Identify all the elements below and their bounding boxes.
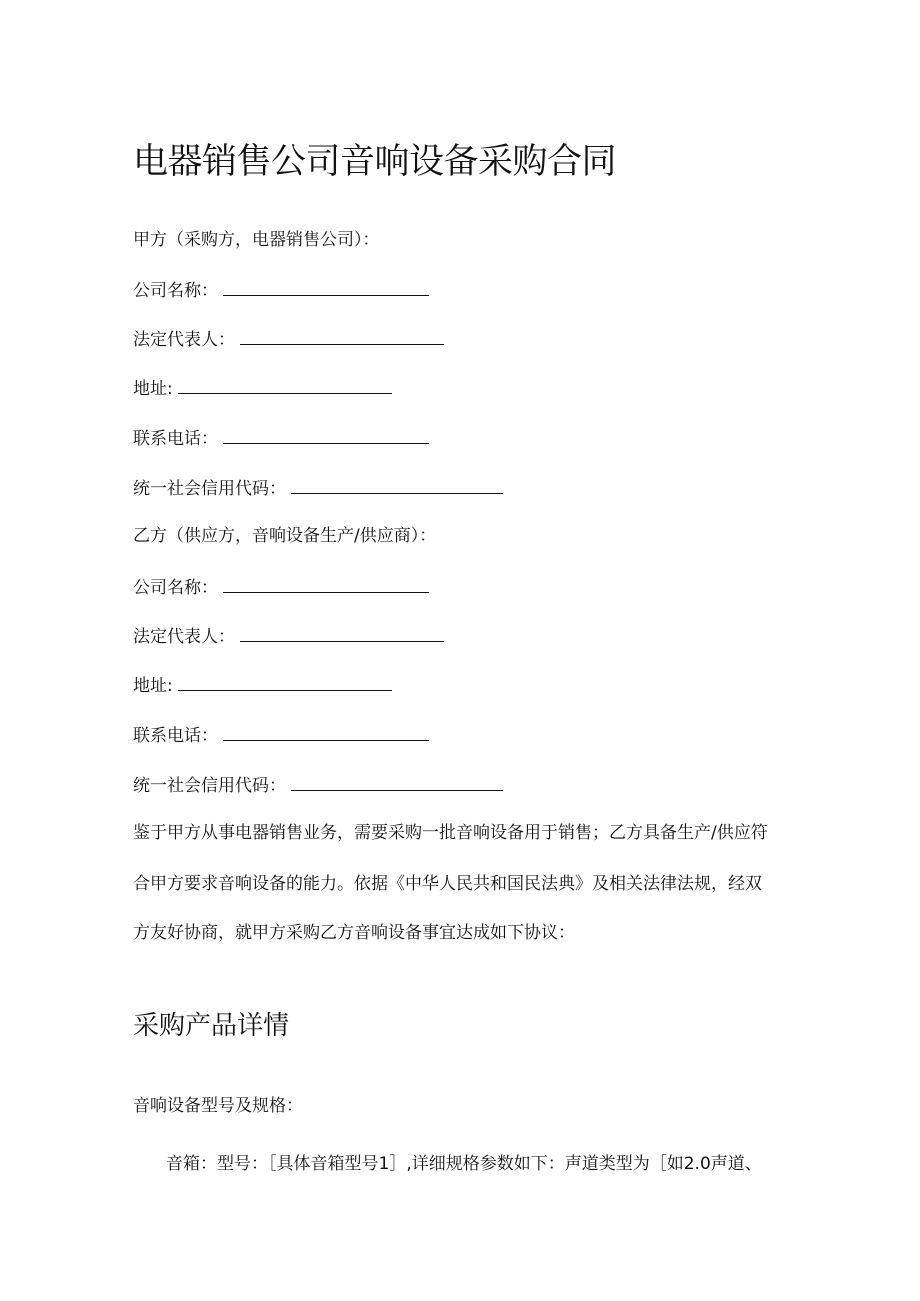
party-b-credit-code-blank (291, 773, 503, 791)
party-a-credit-code-blank (291, 476, 503, 494)
party-a-address-row (133, 376, 392, 401)
party-a-credit-code-row (133, 476, 503, 501)
party-a-legal-rep-label: 法定代表人： (133, 330, 235, 350)
party-b-phone-label: 联系电话： (133, 726, 218, 746)
party-b-credit-code-label: 统一社会信用代码： (133, 776, 286, 796)
party-a-phone-row (133, 426, 429, 451)
party-b-company-name-label: 公司名称： (133, 578, 218, 598)
preamble-line: 鉴于甲方从事电器销售业务，需要采购一批音响设备用于销售；乙方具备生产/供应符 (133, 823, 768, 843)
party-a-legal-rep-row (133, 327, 444, 352)
spec-label: 音响设备型号及规格： (133, 1096, 303, 1116)
party-a-credit-code-label: 统一社会信用代码： (133, 479, 286, 499)
party-b-legal-rep-label: 法定代表人： (133, 627, 235, 647)
party-b-credit-code-row (133, 773, 503, 798)
preamble-line: 方友好协商，就甲方采购乙方音响设备事宜达成如下协议： (133, 923, 575, 943)
party-b-company-name-row (133, 575, 429, 600)
party-b-phone-row (133, 723, 429, 748)
party-a-heading: 甲方（采购方，电器销售公司）： (133, 230, 380, 250)
party-a-company-name-row (133, 278, 429, 303)
party-b-heading: 乙方（供应方，音响设备生产/供应商）： (133, 526, 437, 546)
party-a-legal-rep-blank (240, 327, 444, 345)
party-b-legal-rep-row (133, 624, 444, 649)
section-title: 采购产品详情 (133, 1011, 290, 1041)
party-a-company-name-blank (223, 278, 429, 296)
party-a-phone-blank (223, 426, 429, 444)
party-b-company-name-blank (223, 575, 429, 593)
party-a-phone-label: 联系电话： (133, 429, 218, 449)
spec-item: 音箱：型号：［具体音箱型号1］,详细规格参数如下：声道类型为［如2.0声道、 (166, 1154, 762, 1174)
party-b-address-label: 地址: (133, 676, 173, 696)
party-b-phone-blank (223, 723, 429, 741)
party-b-legal-rep-blank (240, 624, 444, 642)
preamble-line: 合甲方要求音响设备的能力。依据《中华人民共和国民法典》及相关法律法规，经双 (133, 874, 762, 894)
document-title: 电器销售公司音响设备采购合同 (133, 142, 617, 182)
party-b-address-blank (178, 673, 392, 691)
party-a-company-name-label: 公司名称： (133, 281, 218, 301)
party-a-address-blank (178, 376, 392, 394)
party-a-address-label: 地址: (133, 379, 173, 399)
party-b-address-row (133, 673, 392, 698)
